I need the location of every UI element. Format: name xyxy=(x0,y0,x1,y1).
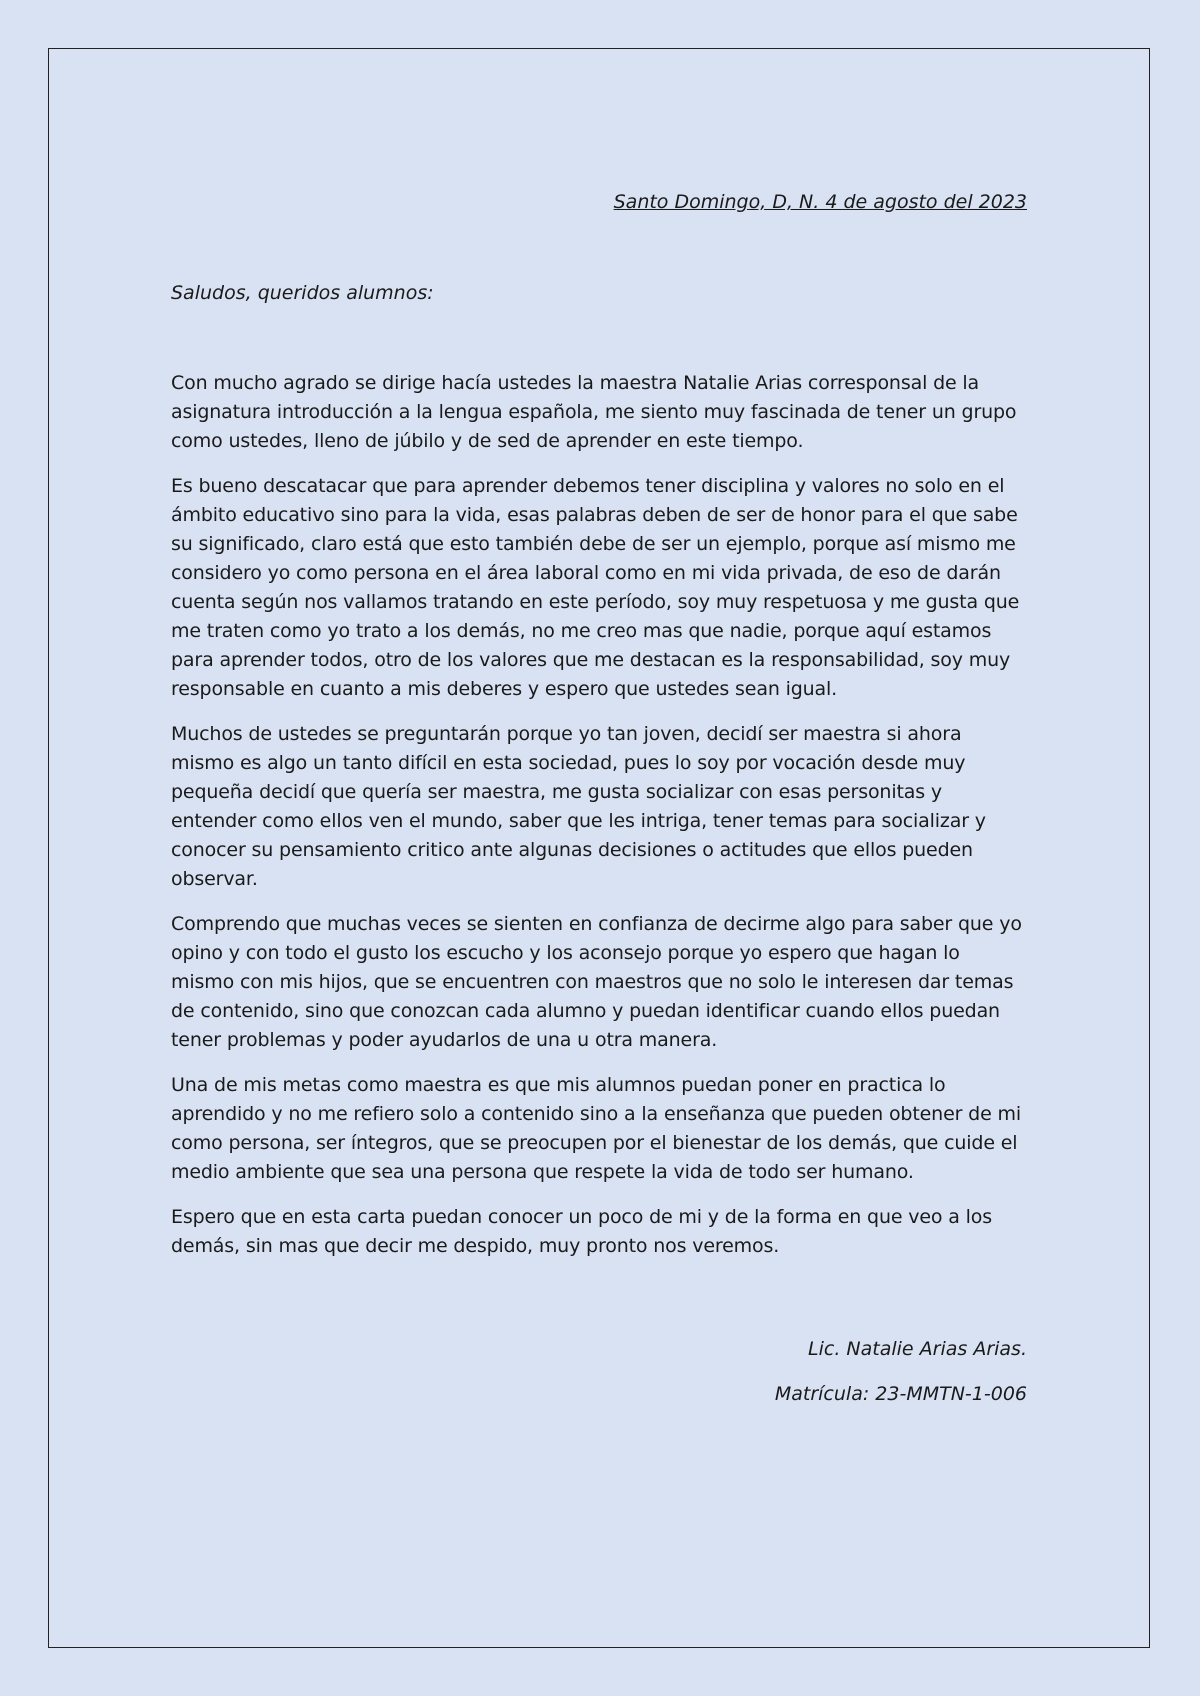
letter-body xyxy=(171,369,1027,1261)
letter-content xyxy=(171,188,1027,1409)
letter-date: Santo Domingo, D, N. 4 de agosto del 2023 xyxy=(613,191,1027,213)
signature-id: Matrícula: 23-MMTN-1-006 xyxy=(774,1383,1027,1405)
paragraph-introduction: Con mucho agrado se dirige hacía ustedes la maestra Natalie Arias corresponsal de la asignatura introducción a la lengua española, me siento muy fascinada de tener un grupo como ustedes, lleno de júbilo y de sed de aprender en este tiempo. xyxy=(171,372,1017,452)
paragraph-trust: Comprendo que muchas veces se sienten en confianza de decirme algo para saber que yo opino y con todo el gusto los escucho y los aconsejo porque yo espero que hagan lo mismo con mis hijos, que se encuentren con maestros que no solo le interesen dar temas de contenido, sino que conozcan cada alumno y puedan identificar cuando ellos puedan tener problemas y poder ayudarlos de una u otra manera. xyxy=(171,913,1022,1051)
paragraph-vocation: Muchos de ustedes se preguntarán porque yo tan joven, decidí ser maestra si ahora mismo es algo un tanto difícil en esta sociedad, pues lo soy por vocación desde muy pequeña decidí que quería ser maestra, me gusta socializar con esas personitas y entender como ellos ven el mundo, saber que les intriga, tener temas para socializar y conocer su pensamiento critico ante algunas decisiones o actitudes que ellos pueden observar. xyxy=(171,723,986,890)
signature-name: Lic. Natalie Arias Arias. xyxy=(808,1338,1027,1360)
paragraph-closing: Espero que en esta carta puedan conocer un poco de mi y de la forma en que veo a los demás, sin mas que decir me despido, muy pronto nos veremos. xyxy=(171,1206,993,1257)
paragraph-goals: Una de mis metas como maestra es que mis alumnos puedan poner en practica lo aprendido y no me refiero solo a contenido sino a la enseñanza que pueden obtener de mi como persona, ser íntegros, que se preocupen por el bienestar de los demás, que cuide el medio ambiente que sea una persona que respete la vida de todo ser humano. xyxy=(171,1074,1021,1183)
paragraph-values: Es bueno descatacar que para aprender debemos tener disciplina y valores no solo en el ámbito educativo sino para la vida, esas palabras deben de ser de honor para el que sabe su significado, claro está que esto también debe de ser un ejemplo, porque así mismo me considero yo como persona en el área laboral como en mi vida privada, de eso de darán cuenta según nos vallamos tratando en este período, soy muy respetuosa y me gusta que me traten como yo trato a los demás, no me creo mas que nadie, porque aquí estamos para aprender todos, otro de los valores que me destacan es la responsabilidad, soy muy responsable en cuanto a mis deberes y espero que ustedes sean igual. xyxy=(171,475,1020,700)
letter-greeting: Saludos, queridos alumnos: xyxy=(171,282,434,304)
